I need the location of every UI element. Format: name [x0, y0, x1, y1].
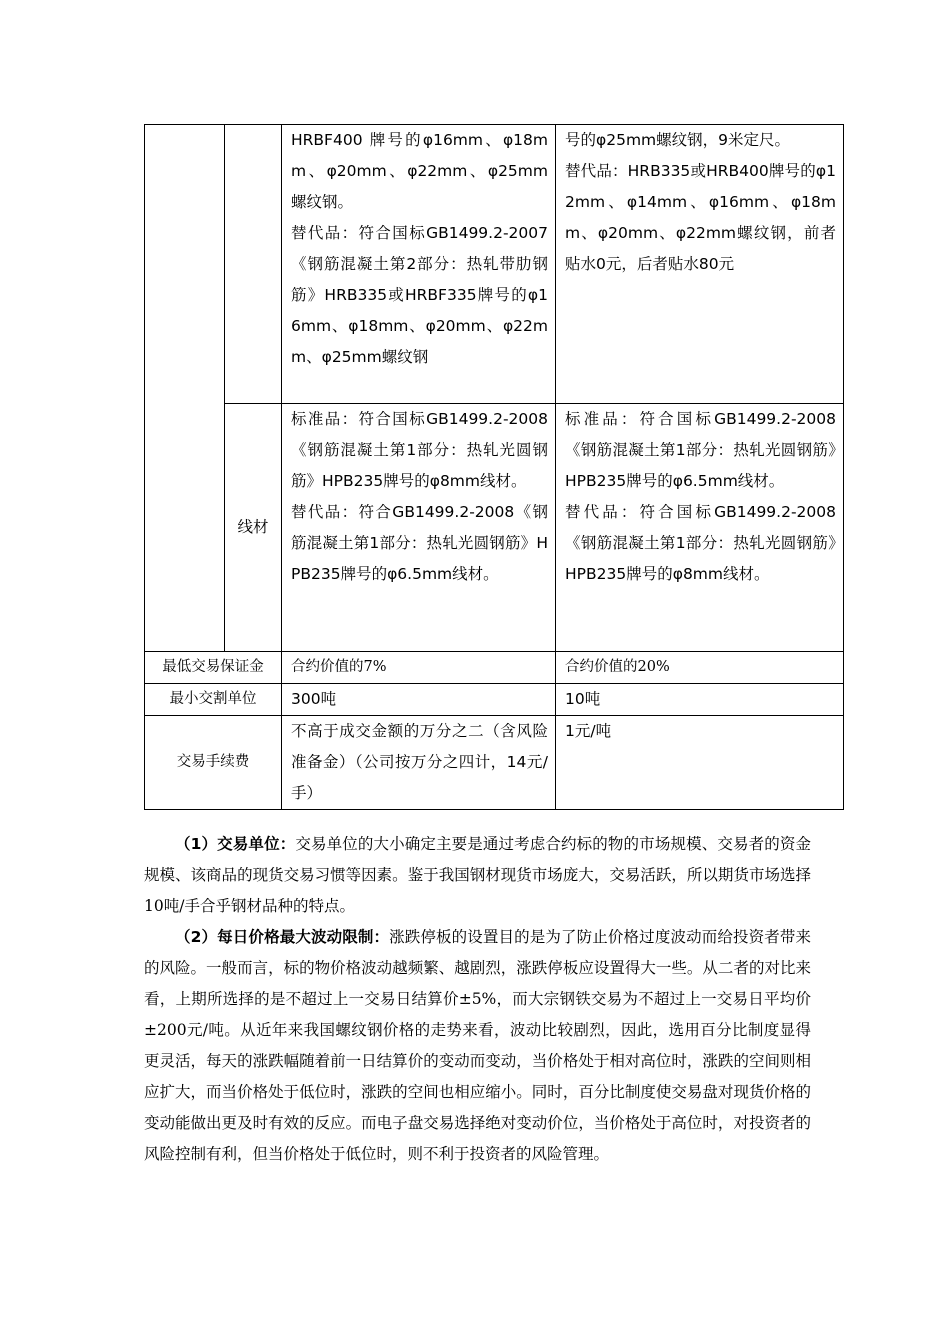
cell-line: 替代品：HRB335或HRB400牌号的φ12mm、φ14mm、φ16mm、φ18mm、φ20mm、φ22mm螺纹钢，前者贴水0元，后者贴水80元 [565, 162, 836, 273]
table-cell: 不高于成交金额的万分之二（含风险准备金）（公司按万分之四计，14元/手） [282, 716, 556, 810]
cell-line: 替代品：符合国标GB1499.2-2008《钢筋混凝土第1部分：热轧光圆钢筋》HPB235牌号的φ8mm线材。 [565, 503, 836, 583]
row-label: 最低交易保证金 [145, 652, 282, 684]
table-cell [556, 404, 844, 652]
cell-line: HRBF400 牌号的φ16mm、φ18mm、φ20mm、φ22mm、φ25mm螺纹钢。 [291, 131, 548, 211]
paragraph-heading: （1）交易单位： [175, 835, 296, 853]
paragraph-text: 交易单位的大小确定主要是通过考虑合约标的物的市场规模、交易者的资金规模、该商品的现货交易习惯等因素。鉴于我国钢材现货市场庞大，交易活跃，所以期货市场选择10吨/手合乎钢材品种的特点。 [144, 835, 811, 915]
cell-line: 替代品：符合GB1499.2-2008《钢筋混凝土第1部分：热轧光圆钢筋》HPB235牌号的φ6.5mm线材。 [291, 503, 548, 583]
table-row [145, 404, 844, 652]
table-row [145, 652, 844, 684]
table-cell-empty [145, 125, 225, 652]
cell-line: 号的φ25mm螺纹钢，9米定尺。 [565, 131, 791, 149]
paragraph-heading: （2）每日价格最大波动限制： [175, 928, 390, 946]
cell-line: 标准品：符合国标GB1499.2-2008《钢筋混凝土第1部分：热轧光圆钢筋》HPB235牌号的φ8mm线材。 [291, 410, 548, 490]
body-text [144, 829, 811, 1170]
paragraph [144, 829, 811, 922]
table-cell-empty [225, 125, 282, 404]
cell-line: 替代品：符合国标GB1499.2-2007《钢筋混凝土第2部分：热轧带肋钢筋》HRB335或HRBF335牌号的φ16mm、φ18mm、φ20mm、φ22mm、φ25mm螺纹钢 [291, 224, 548, 366]
cell-line: 标准品：符合国标GB1499.2-2008《钢筋混凝土第1部分：热轧光圆钢筋》HPB235牌号的φ6.5mm线材。 [565, 410, 836, 490]
table-row [145, 716, 844, 810]
table-row [145, 684, 844, 716]
paragraph [144, 922, 811, 1170]
table-cell: 300吨 [282, 684, 556, 716]
table-cell [556, 125, 844, 404]
table-row [145, 125, 844, 404]
table-cell: 合约价值的7% [282, 652, 556, 684]
table-cell [282, 125, 556, 404]
row-sub-label: 线材 [225, 404, 282, 652]
table-cell: 合约价值的20% [556, 652, 844, 684]
paragraph-text: 涨跌停板的设置目的是为了防止价格过度波动而给投资者带来的风险。一般而言，标的物价格波动越频繁、越剧烈，涨跌停板应设置得大一些。从二者的对比来看，上期所选择的是不超过上一交易日结算价±5%，而大宗钢铁交易为不超过上一交易日平均价±200元/吨。从近年来我国螺纹钢价格的走势来看，波动比较剧烈，因此，选用百分比制度显得更灵活，每天的涨跌幅随着前一日结算价的变动而变动，当价格处于相对高位时，涨跌的空间则相应扩大，而当价格处于低位时，涨跌的空间也相应缩小。同时，百分比制度使交易盘对现货价格的变动能做出更及时有效的反应。而电子盘交易选择绝对变动价位，当价格处于高位时，对投资者的风险控制有利，但当价格处于低位时，则不利于投资者的风险管理。 [144, 928, 811, 1163]
table-cell: 1元/吨 [556, 716, 844, 810]
table-cell: 10吨 [556, 684, 844, 716]
table-cell [282, 404, 556, 652]
contract-comparison-table [144, 124, 844, 810]
row-label: 交易手续费 [145, 716, 282, 810]
row-label: 最小交割单位 [145, 684, 282, 716]
